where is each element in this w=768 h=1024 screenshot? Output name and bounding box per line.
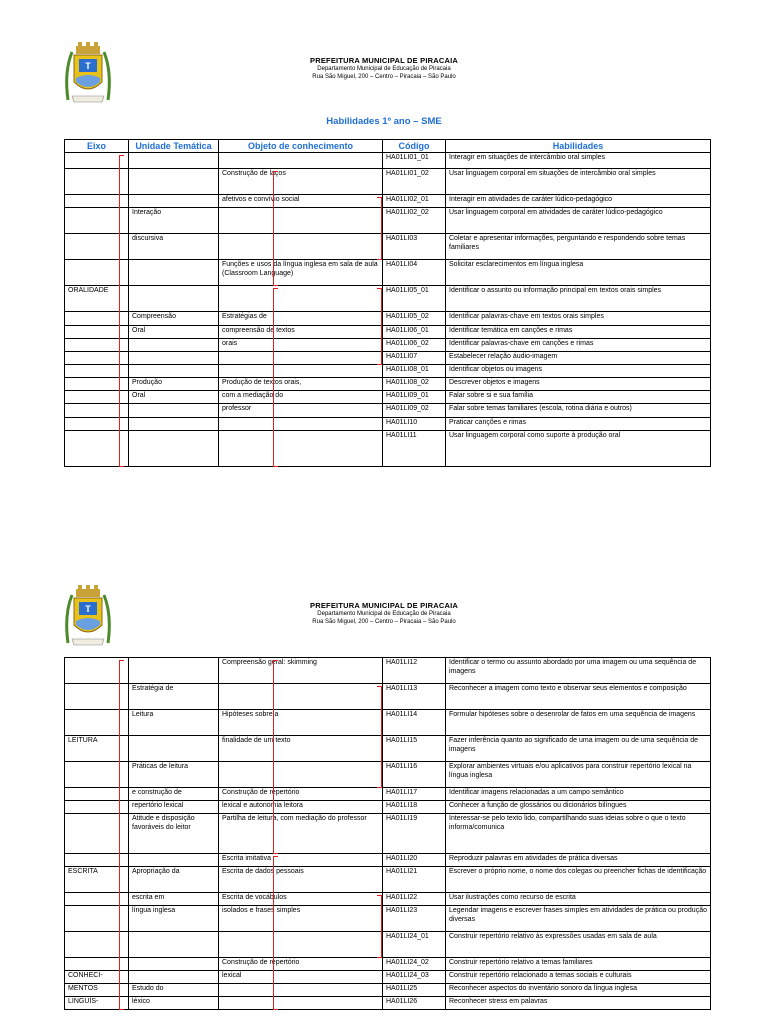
objeto-cell <box>219 365 383 378</box>
codigo-cell: HA01LI25 <box>383 984 446 997</box>
unidade-cell <box>129 153 219 169</box>
codigo-cell: HA01LI08_01 <box>383 365 446 378</box>
unidade-cell: Práticas de leitura <box>129 762 219 788</box>
unidade-cell: Oral <box>129 391 219 404</box>
objeto-cell <box>219 997 383 1010</box>
objeto-cell: Compreensão geral: skimming <box>219 658 383 684</box>
objeto-cell: Escrita de vocábulos <box>219 893 383 906</box>
habilidade-cell: Coletar e apresentar informações, perguntando e respondendo sobre temas familiares <box>446 234 711 260</box>
objeto-cell: lexical e autonomia leitora <box>219 801 383 814</box>
table-header-row <box>65 140 711 153</box>
unidade-cell: e construção de <box>129 788 219 801</box>
codigo-cell: HA01LI22 <box>383 893 446 906</box>
unidade-cell: escrita em <box>129 893 219 906</box>
table-row <box>65 958 711 971</box>
table-row <box>65 906 711 932</box>
codigo-cell: HA01LI02_01 <box>383 195 446 208</box>
habilidade-cell: Fazer inferência quanto ao significado de uma imagem ou de uma sequência de imagens <box>446 736 711 762</box>
codigo-cell: HA01LI13 <box>383 684 446 710</box>
eixo-cell: ESCRITA <box>65 867 129 893</box>
table-row <box>65 736 711 762</box>
table-row <box>65 997 711 1010</box>
letterhead-title: PREFEITURA MUNICIPAL DE PIRACAIA <box>310 601 458 610</box>
eixo-cell: ORALIDADE <box>65 286 129 312</box>
bracket-mark <box>377 895 382 958</box>
table-row <box>65 153 711 169</box>
unidade-cell <box>129 169 219 195</box>
objeto-cell <box>219 684 383 710</box>
codigo-cell: HA01LI23 <box>383 906 446 932</box>
bracket-mark <box>377 686 382 788</box>
table-row <box>65 431 711 467</box>
codigo-cell: HA01LI20 <box>383 854 446 867</box>
unidade-cell: Interação <box>129 208 219 234</box>
habilidade-cell: Identificar o termo ou assunto abordado por uma imagem ou uma sequência de imagens <box>446 658 711 684</box>
objeto-cell: afetivos e convívio social <box>219 195 383 208</box>
habilidade-cell: Reconhecer stress em palavras <box>446 997 711 1010</box>
header-eixo: Eixo <box>65 140 129 153</box>
header-unidade-tematica: Unidade Temática <box>129 140 219 153</box>
objeto-cell: professor <box>219 404 383 418</box>
table-row <box>65 867 711 893</box>
codigo-cell: HA01LI01_02 <box>383 169 446 195</box>
bracket-mark <box>377 288 382 365</box>
habilidade-cell: Usar linguagem corporal em atividades de caráter lúdico-pedagógico <box>446 208 711 234</box>
objeto-cell <box>219 984 383 997</box>
svg-text:T: T <box>85 604 91 614</box>
habilidade-cell: Explorar ambientes virtuais e/ou aplicativos para construir repertório lexical na língua inglesa <box>446 762 711 788</box>
habilidade-cell: Descrever objetos e imagens <box>446 378 711 391</box>
unidade-cell: Atitude e disposição favoráveis do leitor <box>129 814 219 854</box>
habilidade-cell: Praticar canções e rimas <box>446 418 711 431</box>
unidade-cell <box>129 286 219 312</box>
codigo-cell: HA01LI06_01 <box>383 326 446 339</box>
habilidade-cell: Identificar palavras-chave em textos orais simples <box>446 312 711 326</box>
letterhead-title: PREFEITURA MUNICIPAL DE PIRACAIA <box>310 56 458 65</box>
bracket-mark <box>273 171 278 286</box>
table-row <box>65 326 711 339</box>
table-row <box>65 365 711 378</box>
objeto-cell <box>219 153 383 169</box>
habilidade-cell: Identificar imagens relacionadas a um campo semântico <box>446 788 711 801</box>
codigo-cell: HA01LI02_02 <box>383 208 446 234</box>
codigo-cell: HA01LI05_02 <box>383 312 446 326</box>
table-row <box>65 984 711 997</box>
table-row <box>65 378 711 391</box>
habilidade-cell: Falar sobre temas familiares (escola, rotina diária e outros) <box>446 404 711 418</box>
codigo-cell: HA01LI17 <box>383 788 446 801</box>
bracket-mark <box>119 155 124 467</box>
table-row <box>65 286 711 312</box>
habilidade-cell: Usar linguagem corporal como suporte à produção oral <box>446 431 711 467</box>
letterhead-department: Departamento Municipal de Educação de Piracaia <box>317 66 451 72</box>
unidade-cell: Estratégia de <box>129 684 219 710</box>
table-row <box>65 814 711 854</box>
document-page-2 <box>0 545 768 1024</box>
habilidade-cell: Estabelecer relação áudio-imagem <box>446 352 711 365</box>
codigo-cell: HA01LI16 <box>383 762 446 788</box>
codigo-cell: HA01LI18 <box>383 801 446 814</box>
table-row <box>65 404 711 418</box>
habilidade-cell: Conhecer a função de glossários ou dicionários bilíngues <box>446 801 711 814</box>
codigo-cell: HA01LI21 <box>383 867 446 893</box>
unidade-cell: Leitura <box>129 710 219 736</box>
table-row <box>65 391 711 404</box>
objeto-cell: compreensão de textos <box>219 326 383 339</box>
unidade-cell <box>129 958 219 971</box>
habilidade-cell: Usar linguagem corporal em situações de intercâmbio oral simples <box>446 169 711 195</box>
habilidade-cell: Interagir em atividades de caráter lúdico-pedagógico <box>446 195 711 208</box>
table-row <box>65 788 711 801</box>
habilidade-cell: Construir repertório relacionado a temas sociais e culturais <box>446 971 711 984</box>
objeto-cell <box>219 234 383 260</box>
table-row <box>65 932 711 958</box>
objeto-cell: lexical <box>219 971 383 984</box>
objeto-cell: finalidade de um texto <box>219 736 383 762</box>
eixo-cell: CONHECI- <box>65 971 129 984</box>
habilidade-cell: Interessar-se pelo texto lido, compartilhando suas ideias sobre o que o texto informa/comunica <box>446 814 711 854</box>
unidade-cell: língua inglesa <box>129 906 219 932</box>
unidade-cell: repertório lexical <box>129 801 219 814</box>
habilidade-cell: Identificar palavras-chave em canções e rimas <box>446 339 711 352</box>
table-row <box>65 971 711 984</box>
unidade-cell <box>129 339 219 352</box>
table-row <box>65 684 711 710</box>
table-row <box>65 312 711 326</box>
bracket-mark <box>273 660 278 854</box>
bracket-mark <box>119 660 124 1010</box>
objeto-cell: Construção de laços <box>219 169 383 195</box>
habilidade-cell: Reconhecer a imagem como texto e observar seus elementos e composição <box>446 684 711 710</box>
unidade-cell <box>129 365 219 378</box>
skills-table-oralidade <box>64 139 711 467</box>
objeto-cell <box>219 762 383 788</box>
unidade-cell: Oral <box>129 326 219 339</box>
objeto-cell <box>219 352 383 365</box>
table-row <box>65 801 711 814</box>
habilidade-cell: Legendar imagens e escrever frases simples em atividades de prática ou produção diversas <box>446 906 711 932</box>
header-objeto-conhecimento: Objeto de conhecimento <box>219 140 383 153</box>
unidade-cell: Produção <box>129 378 219 391</box>
codigo-cell: HA01LI10 <box>383 418 446 431</box>
objeto-cell: orais <box>219 339 383 352</box>
codigo-cell: HA01LI05_01 <box>383 286 446 312</box>
table-row <box>65 260 711 286</box>
table-row <box>65 352 711 365</box>
table-row <box>65 339 711 352</box>
codigo-cell: HA01LI26 <box>383 997 446 1010</box>
codigo-cell: HA01LI01_01 <box>383 153 446 169</box>
table-row <box>65 418 711 431</box>
objeto-cell <box>219 286 383 312</box>
objeto-cell <box>219 208 383 234</box>
codigo-cell: HA01LI09_02 <box>383 404 446 418</box>
unidade-cell <box>129 658 219 684</box>
objeto-cell: Partilha de leitura, com mediação do professor <box>219 814 383 854</box>
habilidade-cell: Identificar o assunto ou informação principal em textos orais simples <box>446 286 711 312</box>
table-row <box>65 893 711 906</box>
habilidade-cell: Construir repertório relativo às expressões usadas em sala de aula <box>446 932 711 958</box>
unidade-cell <box>129 418 219 431</box>
eixo-cell: LINGUÍS- <box>65 997 129 1010</box>
unidade-cell <box>129 352 219 365</box>
unidade-cell <box>129 260 219 286</box>
codigo-cell: HA01LI06_02 <box>383 339 446 352</box>
codigo-cell: HA01LI09_01 <box>383 391 446 404</box>
unidade-cell: Compreensão <box>129 312 219 326</box>
habilidade-cell: Reconhecer aspectos do inventário sonoro da língua inglesa <box>446 984 711 997</box>
objeto-cell: Escrita de dados pessoais <box>219 867 383 893</box>
codigo-cell: HA01LI07 <box>383 352 446 365</box>
table-row <box>65 208 711 234</box>
codigo-cell: HA01LI12 <box>383 658 446 684</box>
bracket-mark <box>377 197 382 260</box>
objeto-cell: Estratégias de <box>219 312 383 326</box>
table-row <box>65 195 711 208</box>
unidade-cell <box>129 854 219 867</box>
codigo-cell: HA01LI15 <box>383 736 446 762</box>
table-row <box>65 658 711 684</box>
letterhead <box>0 56 768 81</box>
unidade-cell <box>129 195 219 208</box>
habilidade-cell: Interagir em situações de intercâmbio oral simples <box>446 153 711 169</box>
objeto-cell: Construção de repertório <box>219 958 383 971</box>
table-row <box>65 169 711 195</box>
objeto-cell: Construção de repertório <box>219 788 383 801</box>
eixo-cell: MENTOS <box>65 984 129 997</box>
eixo-cell: LEITURA <box>65 736 129 762</box>
table-row <box>65 234 711 260</box>
habilidade-cell: Identificar temática em canções e rimas <box>446 326 711 339</box>
habilidade-cell: Solicitar esclarecimentos em língua inglesa <box>446 260 711 286</box>
unidade-cell: discursiva <box>129 234 219 260</box>
objeto-cell: Hipóteses sobre a <box>219 710 383 736</box>
table-row <box>65 762 711 788</box>
unidade-cell <box>129 932 219 958</box>
objeto-cell: Produção de textos orais, <box>219 378 383 391</box>
table-row <box>65 854 711 867</box>
codigo-cell: HA01LI24_01 <box>383 932 446 958</box>
codigo-cell: HA01LI11 <box>383 431 446 467</box>
unidade-cell: Estudo do <box>129 984 219 997</box>
unidade-cell: léxico <box>129 997 219 1010</box>
codigo-cell: HA01LI19 <box>383 814 446 854</box>
habilidade-cell: Falar sobre si e sua família <box>446 391 711 404</box>
letterhead <box>0 601 768 626</box>
codigo-cell: HA01LI03 <box>383 234 446 260</box>
objeto-cell: isolados e frases simples <box>219 906 383 932</box>
unidade-cell: Apropriação da <box>129 867 219 893</box>
unidade-cell <box>129 971 219 984</box>
codigo-cell: HA01LI04 <box>383 260 446 286</box>
letterhead-address: Rua São Miguel, 200 – Centro – Piracaia – São Paulo <box>312 619 456 625</box>
objeto-cell: com a mediação do <box>219 391 383 404</box>
habilidade-cell: Construir repertório relativo a temas familiares <box>446 958 711 971</box>
letterhead-address: Rua São Miguel, 200 – Centro – Piracaia – São Paulo <box>312 74 456 80</box>
unidade-cell <box>129 431 219 467</box>
skills-table-leitura-escrita <box>64 657 711 1010</box>
codigo-cell: HA01LI08_02 <box>383 378 446 391</box>
objeto-cell: Escrita imitativa <box>219 854 383 867</box>
table-row <box>65 710 711 736</box>
header-habilidades: Habilidades <box>446 140 711 153</box>
header-codigo: Código <box>383 140 446 153</box>
codigo-cell: HA01LI24_03 <box>383 971 446 984</box>
codigo-cell: HA01LI24_02 <box>383 958 446 971</box>
codigo-cell: HA01LI14 <box>383 710 446 736</box>
habilidade-cell: Usar ilustrações como recurso de escrita <box>446 893 711 906</box>
objeto-cell <box>219 418 383 431</box>
bracket-mark <box>273 288 278 467</box>
habilidade-cell: Escrever o próprio nome, o nome dos colegas ou preencher fichas de identificação <box>446 867 711 893</box>
unidade-cell <box>129 404 219 418</box>
habilidade-cell: Formular hipóteses sobre o desenrolar de fatos em uma sequência de imagens <box>446 710 711 736</box>
objeto-cell: Funções e usos da língua inglesa em sala de aula (Classroom Language) <box>219 260 383 286</box>
unidade-cell <box>129 736 219 762</box>
bracket-mark <box>273 856 278 1010</box>
habilidade-cell: Reproduzir palavras em atividades de prática diversas <box>446 854 711 867</box>
objeto-cell <box>219 431 383 467</box>
letterhead-department: Departamento Municipal de Educação de Piracaia <box>317 611 451 617</box>
habilidade-cell: Identificar objetos ou imagens <box>446 365 711 378</box>
objeto-cell <box>219 932 383 958</box>
svg-text:T: T <box>85 61 91 71</box>
document-title: Habilidades 1º ano – SME <box>326 116 442 127</box>
